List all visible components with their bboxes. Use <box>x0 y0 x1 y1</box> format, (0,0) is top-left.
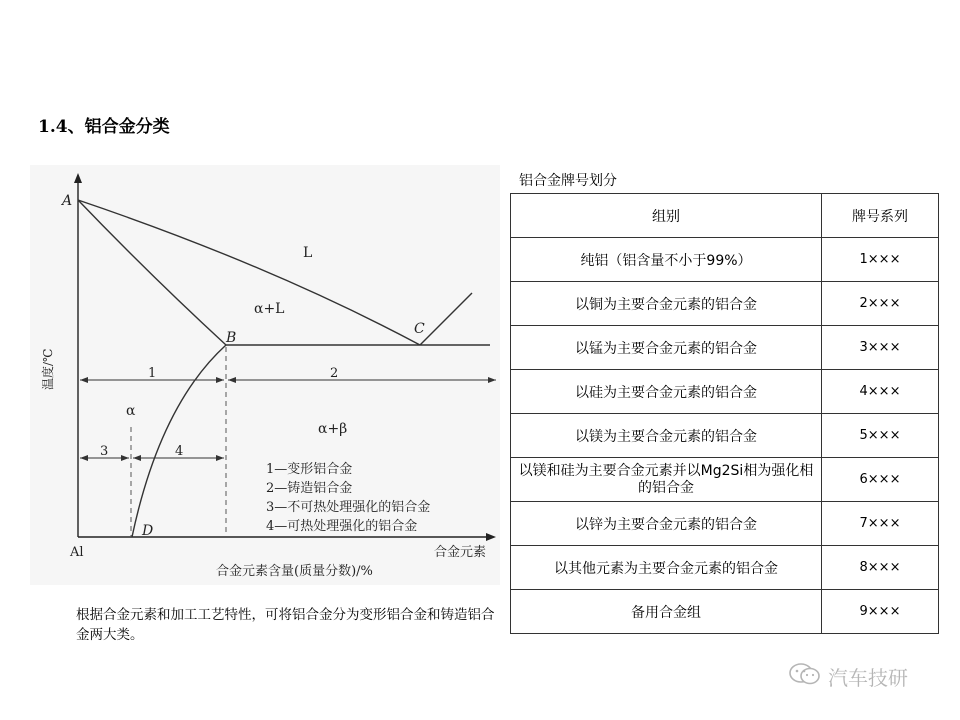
cell-group: 以铜为主要合金元素的铝合金 <box>511 282 822 326</box>
x-axis-end-label: 合金元素 <box>434 545 487 560</box>
region-1-label: 1 <box>148 366 157 381</box>
region-1-arrow-right <box>216 377 224 383</box>
cell-series: 1××× <box>822 238 939 282</box>
grade-table <box>510 193 939 634</box>
cell-series: 9××× <box>822 590 939 634</box>
legend-item-4: 4—可热处理强化的铝合金 <box>266 519 418 534</box>
y-axis-arrow <box>74 173 82 183</box>
cell-group: 以锰为主要合金元素的铝合金 <box>511 326 822 370</box>
liquidus-line <box>78 200 420 345</box>
legend-item-2: 2—铸造铝合金 <box>266 481 353 496</box>
region-3-arrow-left <box>80 455 88 461</box>
region-4-label: 4 <box>175 444 184 459</box>
point-b-label: B <box>226 330 237 346</box>
table-row <box>511 590 939 634</box>
cell-group: 备用合金组 <box>511 590 822 634</box>
region-2-arrow-left <box>228 377 236 383</box>
phase-l-label: L <box>303 245 313 261</box>
table-row <box>511 326 939 370</box>
region-2-label: 2 <box>330 366 339 381</box>
solidus-line <box>78 200 226 345</box>
table-row <box>511 238 939 282</box>
table-row <box>511 458 939 502</box>
x-axis-label: 合金元素含量(质量分数)/% <box>216 564 373 579</box>
region-3-label: 3 <box>100 444 109 459</box>
table-row <box>511 502 939 546</box>
table-header-row <box>511 194 939 238</box>
cell-group: 纯铝（铝含量不小于99%） <box>511 238 822 282</box>
watermark <box>788 662 908 691</box>
origin-label: Al <box>70 545 84 560</box>
region-4-arrow-right <box>216 455 224 461</box>
cell-series: 6××× <box>822 458 939 502</box>
cell-series: 3××× <box>822 326 939 370</box>
table-row <box>511 370 939 414</box>
x-axis-arrow <box>486 533 496 541</box>
watermark-text: 汽车技研 <box>828 666 908 690</box>
cell-group: 以其他元素为主要合金元素的铝合金 <box>511 546 822 590</box>
cell-group: 以硅为主要合金元素的铝合金 <box>511 370 822 414</box>
region-2-arrow-right <box>488 377 496 383</box>
liquidus-right <box>420 293 472 345</box>
legend-item-1: 1—变形铝合金 <box>266 462 353 477</box>
cell-series: 4××× <box>822 370 939 414</box>
y-axis-label: 温度/℃ <box>41 348 55 390</box>
solvus-line <box>132 345 226 537</box>
cell-group: 以镁为主要合金元素的铝合金 <box>511 414 822 458</box>
point-d-label: D <box>142 523 154 539</box>
table-row <box>511 414 939 458</box>
point-c-label: C <box>414 321 425 337</box>
cell-series: 8××× <box>822 546 939 590</box>
header-group: 组别 <box>511 194 822 238</box>
cell-series: 2××× <box>822 282 939 326</box>
header-series: 牌号系列 <box>822 194 939 238</box>
phase-diagram <box>30 165 500 585</box>
phase-alpha-label: α <box>126 403 136 419</box>
cell-group: 以锌为主要合金元素的铝合金 <box>511 502 822 546</box>
legend-item-3: 3—不可热处理强化的铝合金 <box>266 500 431 515</box>
region-3-arrow-right <box>121 455 129 461</box>
phase-alpha-l-label: α+L <box>254 301 285 317</box>
cell-series: 7××× <box>822 502 939 546</box>
wechat-icon <box>788 662 822 691</box>
caption-text: 根据合金元素和加工工艺特性，可将铝合金分为变形铝合金和铸造铝合金两大类。 <box>76 607 495 643</box>
table-row <box>511 282 939 326</box>
section-title: 1.4、铝合金分类 <box>38 117 170 137</box>
table-title: 铝合金牌号划分 <box>519 173 617 189</box>
region-4-arrow-left <box>133 455 141 461</box>
point-a-label: A <box>62 193 73 209</box>
region-1-arrow-left <box>80 377 88 383</box>
cell-series: 5××× <box>822 414 939 458</box>
phase-alpha-beta-label: α+β <box>318 421 348 437</box>
cell-group: 以镁和硅为主要合金元素并以Mg2Si相为强化相的铝合金 <box>511 458 822 502</box>
table-row <box>511 546 939 590</box>
phase-diagram-svg <box>30 165 500 585</box>
